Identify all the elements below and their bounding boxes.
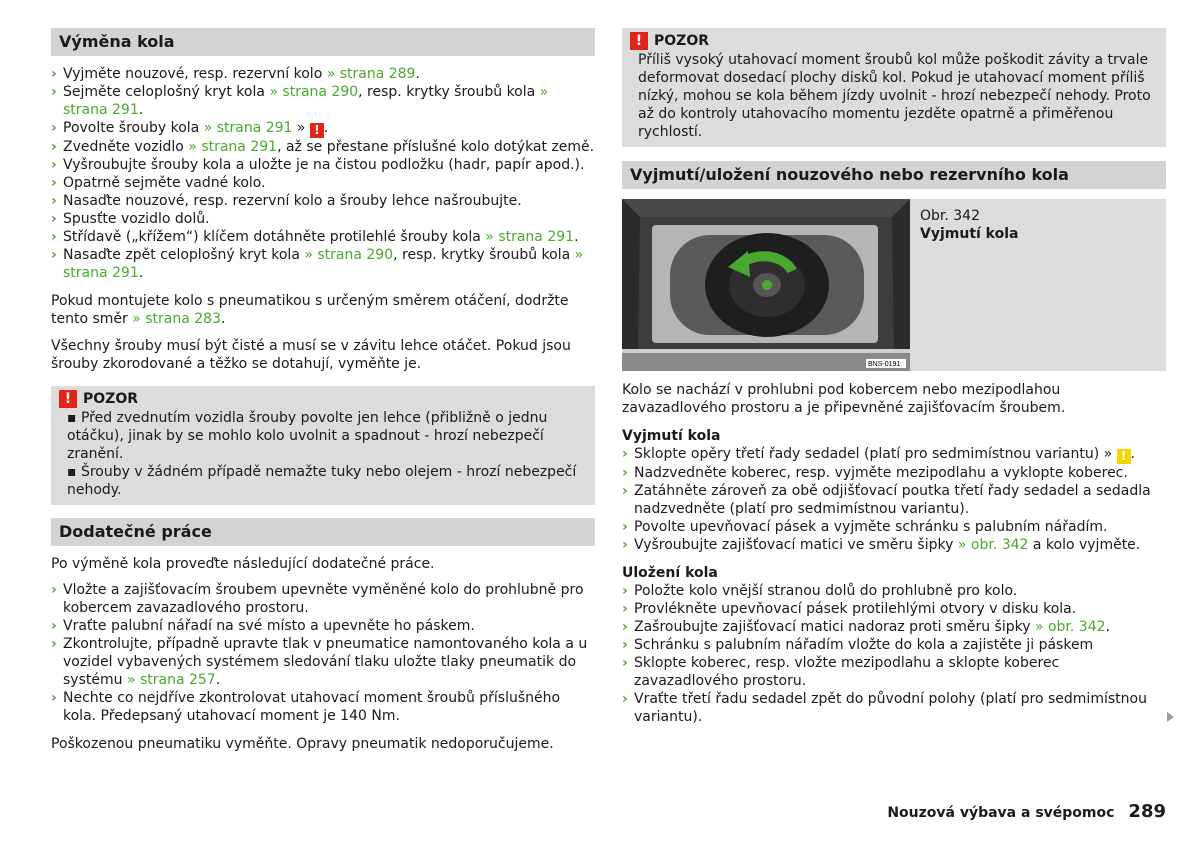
chevron-right-icon: › [622,483,628,499]
list-item [51,83,595,119]
rotation-direction-note: Pokud montujete kolo s pneumatikou s určeným směrem otáčení, dodržte tento směr » strana 283. [51,293,569,327]
list-item [51,581,595,617]
page-link[interactable]: » strana 289 [326,66,416,82]
chevron-right-icon: › [51,193,57,209]
chevron-right-icon: › [51,120,57,136]
warning-icon: ! [310,123,324,138]
page-link[interactable]: » strana 291 [63,247,584,281]
step-text: Vyšroubujte šrouby kola a uložte je na čistou podložku (hadr, papír apod.). [63,157,585,173]
chevron-right-icon: › [51,247,57,263]
list-item [622,654,1166,690]
warning-icon: ! [1117,449,1131,464]
warning-title: POZOR [83,391,138,407]
list-item [51,65,595,83]
warning-text: Příliš vysoký utahovací moment šroubů kol může poškodit závity a trvale deformovat dosedací plochy disků kol. Pokud je utahovací moment příliš nízký, mohou se kola během jízdy uvolnit - hrozí nebezpečí nehody. Proto až do kontroly utahovacího momentu jezděte opatrně a přiměřenou rychlostí. [638,52,1151,140]
list-item [622,582,1166,600]
step-text: Opatrně sejměte vadné kolo. [63,175,266,191]
chevron-right-icon: › [622,446,628,462]
page-link[interactable]: » strana 257 [126,672,216,688]
step-text: » [292,120,310,136]
additional-work-intro: Po výměně kola proveďte následující dodatečné práce. [51,556,435,572]
warning-item: ▪ Před zvednutím vozidla šrouby povolte jen lehce (přibližně o jednu otáčku), jinak by se mohlo kolo uvolnit a spadnout - hrozí nebezpečí zranění. [67,410,548,462]
step-text: . [1105,619,1110,635]
chevron-right-icon: › [51,636,57,652]
spare-wheel-intro: Kolo se nachází v prohlubni pod kobercem nebo mezipodlahou zavazadlového prostoru a je připevněné zajišťovacím šroubem. [622,382,1066,416]
step-text: Střídavě („křížem“) klíčem dotáhněte protilehlé šrouby kola [63,229,486,245]
figure [622,199,1166,371]
warning-icon: ! [59,390,77,408]
step-text: Spusťte vozidlo dolů. [63,211,210,227]
warning-box [622,28,1166,147]
step-text: a kolo vyjměte. [1028,537,1141,553]
page-link[interactable]: » obr. 342 [957,537,1029,553]
list-item [622,464,1166,482]
step-text: Nasaďte zpět celoplošný kryt kola [63,247,305,263]
chevron-right-icon: › [51,84,57,100]
step-text: Zašroubujte zajišťovací matici nadoraz proti směru šipky [634,619,1035,635]
list-item [622,445,1166,464]
step-text: Povolte upevňovací pásek a vyjměte schránku s palubním nářadím. [634,519,1108,535]
step-text: Schránku s palubním nářadím vložte do kola a zajistěte ji páskem [634,637,1094,653]
step-text: Položte kolo vnější stranou dolů do prohlubně pro kolo. [634,583,1018,599]
storage-steps [622,582,1166,726]
list-item [622,600,1166,618]
figure-number: Obr. 342 [920,208,980,224]
chevron-right-icon: › [622,637,628,653]
chevron-right-icon: › [622,601,628,617]
chevron-right-icon: › [622,465,628,481]
page-link[interactable]: » obr. 342 [1034,619,1106,635]
step-text: . [415,66,420,82]
removal-steps [622,445,1166,554]
subheading-storage: Uložení kola [622,565,718,581]
step-text: Vyšroubujte zajišťovací matici ve směru šipky [634,537,958,553]
chevron-right-icon: › [51,139,57,155]
warning-title: POZOR [654,33,709,49]
chevron-right-icon: › [51,66,57,82]
list-item [51,138,595,156]
step-text: Zatáhněte zároveň za obě odjišťovací poutka třetí řady sedadel a sedadla nadzvedněte (platí pro sedmimístnou variantu). [634,483,1151,517]
list-item [51,689,595,725]
chevron-right-icon: › [51,229,57,245]
additional-work-steps [51,581,595,725]
page-link[interactable]: » strana 291 [63,84,549,118]
list-item [51,617,595,635]
torque-value: 140 Nm [340,708,396,724]
page-link[interactable]: » strana 283 [132,311,221,327]
spare-wheel-illustration [622,199,910,371]
list-item [622,518,1166,536]
step-text: Povolte šrouby kola [63,120,204,136]
bolt-condition-note: Všechny šrouby musí být čisté a musí se v závitu lehce otáčet. Pokud jsou šrouby zkorodované a těžko se dotahují, vyměňte je. [51,338,571,372]
chevron-right-icon: › [51,618,57,634]
section-title-wheel-change: Výměna kola [51,28,595,56]
chevron-right-icon: › [622,655,628,671]
step-text: . [215,672,221,688]
section-title-spare-wheel: Vyjmutí/uložení nouzového nebo rezervního kola [622,161,1166,189]
step-text: Vložte a zajišťovacím šroubem upevněte vyměněné kolo do prohlubně pro kobercem zavazadlového prostoru. [63,582,584,616]
chevron-right-icon: › [622,619,628,635]
left-column [51,28,595,753]
step-text: . [1130,446,1136,462]
page-link[interactable]: » strana 290 [269,84,359,100]
list-item [622,618,1166,636]
page-link[interactable]: » strana 290 [304,247,394,263]
list-item [51,635,595,689]
step-text: . [138,102,144,118]
right-column [622,28,1166,726]
list-item [51,119,595,138]
step-text: , až se přestane příslušné kolo dotýkat země. [277,139,595,155]
step-text: . [138,265,144,281]
chevron-right-icon: › [622,537,628,553]
chevron-right-icon: › [51,157,57,173]
step-text: Sklopte koberec, resp. vložte mezipodlahu a sklopte koberec zavazadlového prostoru. [634,655,1060,689]
step-text: Zkontrolujte, případně upravte tlak v pneumatice namontovaného kola a u vozidel vybavených systémem sledování tlaku uložte tlaky pneumatik do systému [63,636,588,688]
chevron-right-icon: › [51,690,57,706]
warning-item: ▪ Šrouby v žádném případě nemažte tuky nebo olejem - hrozí nebezpečí nehody. [67,464,577,498]
continue-arrow-icon [1167,712,1174,722]
warning-box [51,386,595,505]
step-text: Nadzvedněte koberec, resp. vyjměte mezipodlahu a vyklopte koberec. [634,465,1128,481]
tyre-repair-note: Poškozenou pneumatiku vyměňte. Opravy pneumatik nedoporučujeme. [51,736,554,752]
section-title-additional-work: Dodatečné práce [51,518,595,546]
step-text: Vraťte třetí řadu sedadel zpět do původní polohy (platí pro sedmimístnou variantu). [634,691,1147,725]
subheading-removal: Vyjmutí kola [622,428,721,444]
chevron-right-icon: › [622,519,628,535]
step-text: Sejměte celoplošný kryt kola [63,84,270,100]
step-text: Provlékněte upevňovací pásek protilehlými otvory v disku kola. [634,601,1077,617]
step-text: . [395,708,400,724]
warning-icon: ! [630,32,648,50]
figure-caption [910,199,1028,371]
list-item [51,192,595,210]
chevron-right-icon: › [622,691,628,707]
step-text: Vyjměte nouzové, resp. rezervní kolo [63,66,327,82]
chevron-right-icon: › [622,583,628,599]
list-item [622,690,1166,726]
list-item [51,174,595,192]
wheel-change-steps [51,65,595,282]
chevron-right-icon: › [51,175,57,191]
step-text: Nasaďte nouzové, resp. rezervní kolo a šrouby lehce našroubujte. [63,193,522,209]
step-text: . [574,229,579,245]
step-text: , resp. krytky šroubů kola [358,84,540,100]
chevron-right-icon: › [51,582,57,598]
step-text: Vraťte palubní nářadí na své místo a upevněte ho páskem. [63,618,475,634]
list-item [51,228,595,246]
step-text: Sklopte opěry třetí řady sedadel (platí pro sedmimístnou variantu) » [634,446,1117,462]
page-link[interactable]: » strana 291 [203,120,293,136]
figure-code: BNS-0191 [868,361,901,368]
page-footer [887,803,1166,822]
step-text: . [323,120,329,136]
list-item [51,156,595,174]
spare-wheel-image [622,199,910,371]
page-link[interactable]: » strana 291 [485,229,575,245]
list-item [51,246,595,282]
list-item [622,482,1166,518]
chevron-right-icon: › [51,211,57,227]
chapter-title: Nouzová výbava a svépomoc [887,805,1115,821]
page-link[interactable]: » strana 291 [188,139,278,155]
step-text: Zvedněte vozidlo [63,139,189,155]
step-text: Nechte co nejdříve zkontrolovat utahovací moment šroubů příslušného kola. Předepsaný utahovací moment je [63,690,561,724]
figure-title: Vyjmutí kola [920,226,1019,242]
step-text: , resp. krytky šroubů kola [393,247,575,263]
page-number: 289 [1128,801,1166,822]
list-item [622,536,1166,554]
list-item [51,210,595,228]
list-item [622,636,1166,654]
